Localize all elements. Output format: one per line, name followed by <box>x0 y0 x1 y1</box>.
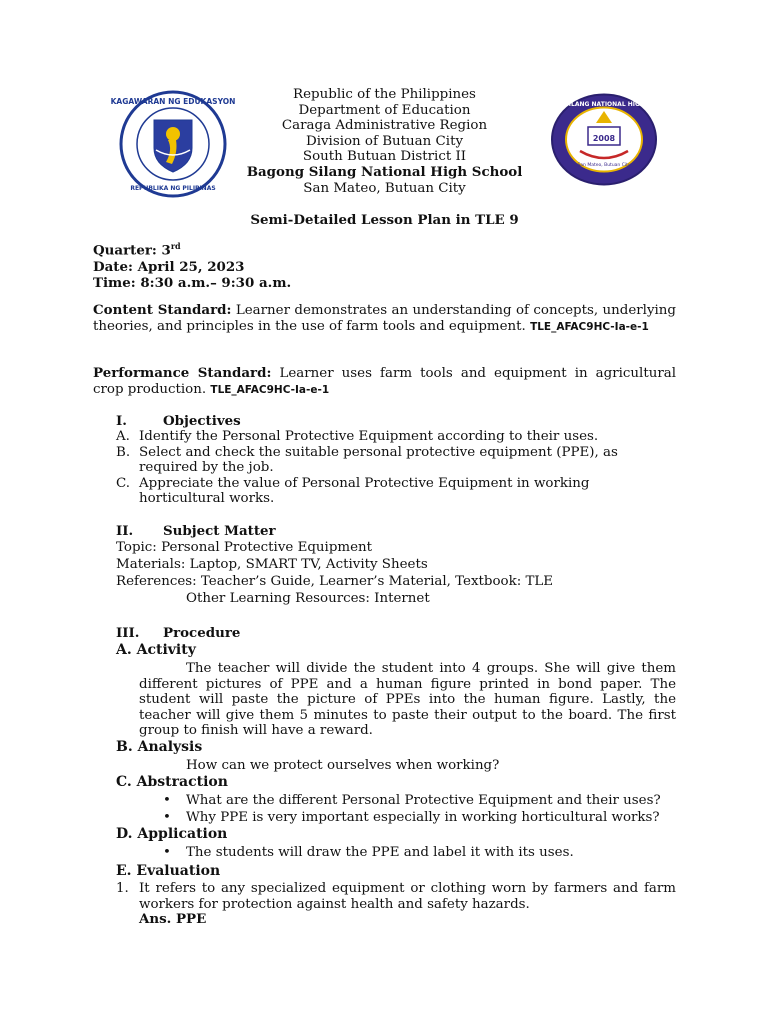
date: Date: April 25, 2023 <box>93 258 245 275</box>
activity-heading: A. Activity <box>116 642 196 658</box>
content-standard: Content Standard: Learner demonstrates an understanding of concepts, underlying theories, and principles in the use of farm tools and equipment. TLE_AFAC9HC-Ia-e-1 <box>93 302 676 334</box>
list-item: B. Select and check the suitable personal protective equipment (PPE), as required by the job. <box>116 444 618 476</box>
other-resources: Other Learning Resources: Internet <box>186 591 430 606</box>
letterhead-line: Republic of the Philippines <box>293 87 476 102</box>
evaluation-heading: E. Evaluation <box>116 863 221 879</box>
letterhead-line: Department of Education <box>298 102 471 118</box>
list-item: 1. It refers to any specialized equipment or clothing worn by farmers and farm workers for protection against health and safety hazards. Ans. PPE <box>116 881 676 928</box>
competency-code: TLE_AFAC9HC-Ia-e-1 <box>210 383 330 396</box>
letterhead-line: Caraga Administrative Region <box>281 118 488 134</box>
deped-seal-bottom-text: REPUBLIKA NG PILIPINAS <box>130 185 216 192</box>
answer: Ans. PPE <box>139 911 207 928</box>
application-list <box>163 845 676 862</box>
references: References: Teacher’s Guide, Learner’s Material, Textbook: TLE <box>116 574 554 589</box>
school-seal-year: 2008 <box>592 134 616 143</box>
analysis-text: How can we protect ourselves when working? <box>186 758 500 773</box>
quarter: Quarter: 3rd <box>93 241 181 259</box>
abstraction-list <box>163 793 676 826</box>
school-address: San Mateo, Butuan City <box>303 180 466 196</box>
objectives-list <box>116 429 676 507</box>
abstraction-heading: C. Abstraction <box>116 774 228 790</box>
analysis-heading: B. Analysis <box>116 739 203 755</box>
letterhead-line: South Butuan District II <box>302 149 467 165</box>
list-item: • The students will draw the PPE and label it with its uses. <box>163 845 574 860</box>
document-title: Semi-Detailed Lesson Plan in TLE 9 <box>250 212 519 228</box>
list-item: A. Identify the Personal Protective Equipment according to their uses. <box>116 429 599 444</box>
letterhead-line: Division of Butuan City <box>305 133 464 149</box>
list-item: C. Appreciate the value of Personal Protective Equipment in working horticultural works. <box>116 475 590 507</box>
letterhead <box>93 87 676 196</box>
list-item: • What are the different Personal Protective Equipment and their uses? <box>163 793 661 808</box>
lesson-meta <box>93 238 291 292</box>
section-heading-procedure: III. Procedure <box>116 625 241 641</box>
evaluation-list <box>116 881 676 928</box>
list-item: • Why PPE is very important especially in working horticultural works? <box>163 809 660 825</box>
materials: Materials: Laptop, SMART TV, Activity Sheets <box>116 557 428 572</box>
deped-seal-text: KAGAWARAN NG EDUKASYON <box>110 97 236 106</box>
school-seal-text: BAGONG SILANG NATIONAL HIGH SCHOOL <box>533 101 675 108</box>
time: Time: 8:30 a.m.– 9:30 a.m. <box>93 275 292 292</box>
performance-standard: Performance Standard: Learner uses farm tools and equipment in agricultural crop production. TLE_AFAC9HC-Ia-e-1 <box>93 365 676 397</box>
activity-text: The teacher will divide the student into 4 groups. She will give them different pictures of PPE and a human figure printed in bond paper. The student will paste the picture of PPEs into the human figure. Lastly, the teacher will give them 5 minutes to paste their output to the board. The first group to finish will have a reward. <box>139 661 676 739</box>
school-seal-motto: San Mateo, Butuan City <box>577 163 631 168</box>
topic: Topic: Personal Protective Equipment <box>116 540 373 555</box>
school-name: Bagong Silang National High School <box>246 163 523 180</box>
section-heading-objectives: I. Objectives <box>116 413 241 429</box>
competency-code: TLE_AFAC9HC-Ia-e-1 <box>530 320 649 333</box>
section-heading-subject-matter: II. Subject Matter <box>116 523 276 539</box>
application-heading: D. Application <box>116 826 228 842</box>
